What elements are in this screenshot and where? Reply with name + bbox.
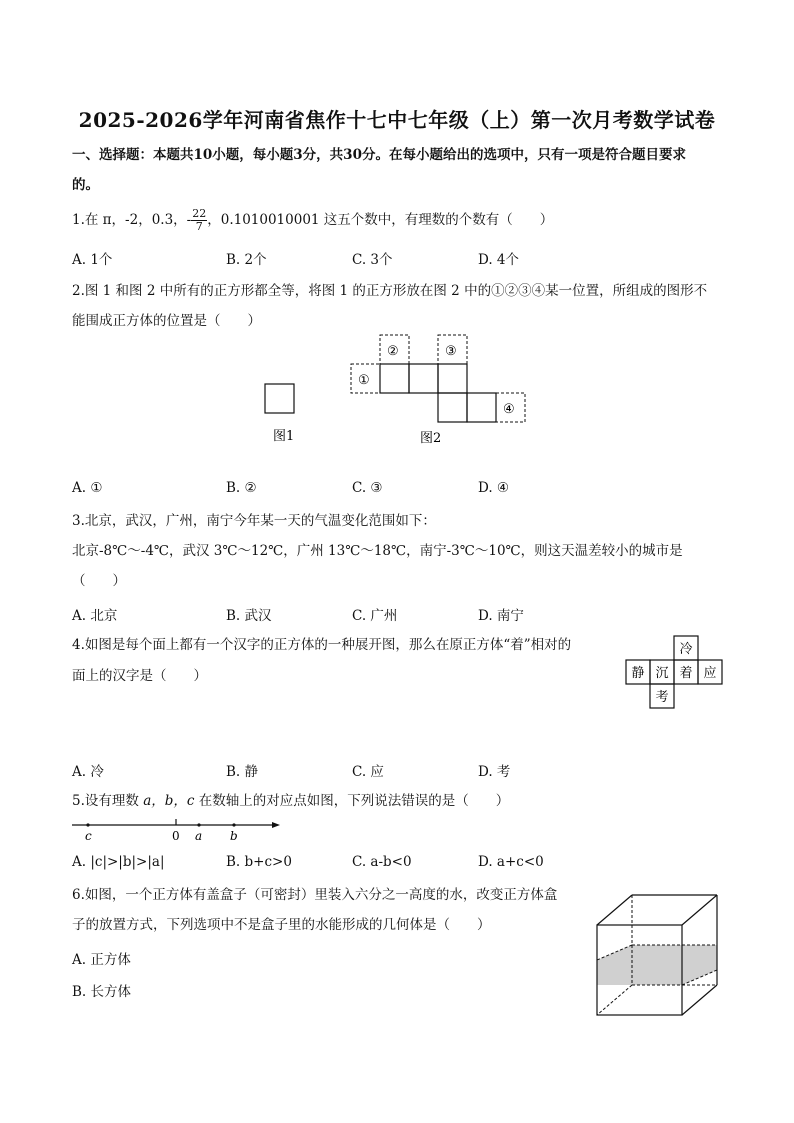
q4-option-b[interactable]: B. 静: [226, 764, 259, 780]
question-4-line1: 4.如图是每个面上都有一个汉字的正方体的一种展开图，那么在原正方体“着”相对的: [72, 637, 572, 653]
fig2-net: [380, 364, 496, 422]
q1-fraction: [191, 208, 207, 233]
point-b: [232, 823, 235, 826]
q1-frac-den: 7: [195, 220, 203, 233]
mark-4: ④: [503, 402, 515, 417]
q2-option-c[interactable]: C. ③: [352, 480, 383, 496]
net-face-6: 考: [655, 690, 669, 705]
q2-option-b[interactable]: B. ②: [226, 480, 257, 496]
q5-vars: a，b，c: [143, 793, 195, 809]
question-2-line1: 2.图 1 和图 2 中所有的正方形都全等，将图 1 的正方形放在图 2 中的①②③④某一位置，所组成的图形不: [72, 283, 708, 299]
question-5: [72, 792, 509, 810]
question-1: [72, 206, 553, 234]
fig1-label: 图1: [273, 429, 295, 444]
q4-option-c[interactable]: C. 应: [352, 764, 384, 780]
mark-3: ③: [445, 344, 457, 359]
question-3-line2: 北京-8℃～-4℃，武汉 3℃～12℃，广州 13℃～18℃，南宁-3℃～10℃，则这天温差较小的城市是: [72, 543, 683, 559]
q3-option-d[interactable]: D. 南宁: [478, 608, 524, 624]
point-a: [197, 823, 200, 826]
q6-option-a[interactable]: A. 正方体: [72, 952, 131, 968]
q1-frac-num: 22: [192, 207, 207, 220]
q1-suffix: ，0.1010010001 这五个数中，有理数的个数有（ ）: [207, 212, 554, 228]
q2-option-d[interactable]: D. ④: [478, 480, 510, 496]
label-c: c: [85, 829, 92, 843]
q1-option-b[interactable]: B. 2个: [226, 252, 267, 268]
question-2-line2: 能围成正方体的位置是（ ）: [72, 313, 261, 329]
q2-option-a[interactable]: A. ①: [72, 480, 103, 496]
mark-2: ②: [387, 344, 399, 359]
net-face-2: 静: [631, 666, 645, 681]
q4-option-a[interactable]: A. 冷: [72, 764, 104, 780]
net-face-5: 应: [703, 666, 717, 681]
q5-option-c[interactable]: C. a-b<0: [352, 854, 412, 870]
section-heading-cont: 的。: [72, 177, 99, 193]
q3-option-b[interactable]: B. 武汉: [226, 608, 272, 624]
section-heading: 一、选择题：本题共10小题，每小题3分，共30分。在每小题给出的选项中，只有一项是符合题目要求: [72, 147, 686, 163]
point-c: [86, 823, 89, 826]
fig2-label: 图2: [420, 431, 442, 446]
label-a: a: [195, 829, 203, 843]
page-title: 2025-2026学年河南省焦作十七中七年级（上）第一次月考数学试卷: [78, 108, 716, 132]
question-6-line1: 6.如图，一个正方体有盖盒子（可密封）里装入六分之一高度的水，改变正方体盒: [72, 887, 558, 903]
fig1-square: [265, 384, 294, 413]
net-face-4: 着: [679, 666, 693, 681]
label-b: b: [230, 829, 238, 843]
question-3-line3: （ ）: [72, 573, 126, 589]
q5-option-b[interactable]: B. b+c>0: [226, 854, 292, 870]
q4-option-d[interactable]: D. 考: [478, 764, 511, 780]
q3-option-c[interactable]: C. 广州: [352, 608, 398, 624]
q5-option-a[interactable]: A. |c|>|b|>|a|: [72, 854, 165, 870]
question-6-line2: 子的放置方式，下列选项中不是盒子里的水能形成的几何体是（ ）: [72, 917, 491, 933]
q2-figures: [250, 330, 540, 450]
q5-number-line: [68, 814, 288, 846]
q5-text-b: 在数轴上的对应点如图，下列说法错误的是（ ）: [198, 793, 510, 809]
q1-option-d[interactable]: D. 4个: [478, 252, 520, 268]
q6-cube-figure: [592, 890, 722, 1020]
q5-text-a: 5.设有理数: [72, 793, 139, 809]
mark-1: ①: [358, 373, 370, 388]
q5-option-d[interactable]: D. a+c<0: [478, 854, 544, 870]
net-face-3: 沉: [655, 666, 669, 681]
q1-prefix: 1.在 π，-2，0.3，-: [72, 212, 192, 228]
question-3-line1: 3.北京，武汉，广州，南宁今年某一天的气温变化范围如下：: [72, 513, 436, 529]
net-face-1: 冷: [679, 642, 693, 657]
label-0: 0: [172, 829, 180, 843]
question-4-line2: 面上的汉字是（ ）: [72, 668, 207, 684]
q1-option-c[interactable]: C. 3个: [352, 252, 393, 268]
q6-option-b[interactable]: B. 长方体: [72, 984, 132, 1000]
water-fill: [597, 945, 717, 985]
q3-option-a[interactable]: A. 北京: [72, 608, 118, 624]
q1-option-a[interactable]: A. 1个: [72, 252, 113, 268]
q4-cube-net: [622, 634, 724, 710]
